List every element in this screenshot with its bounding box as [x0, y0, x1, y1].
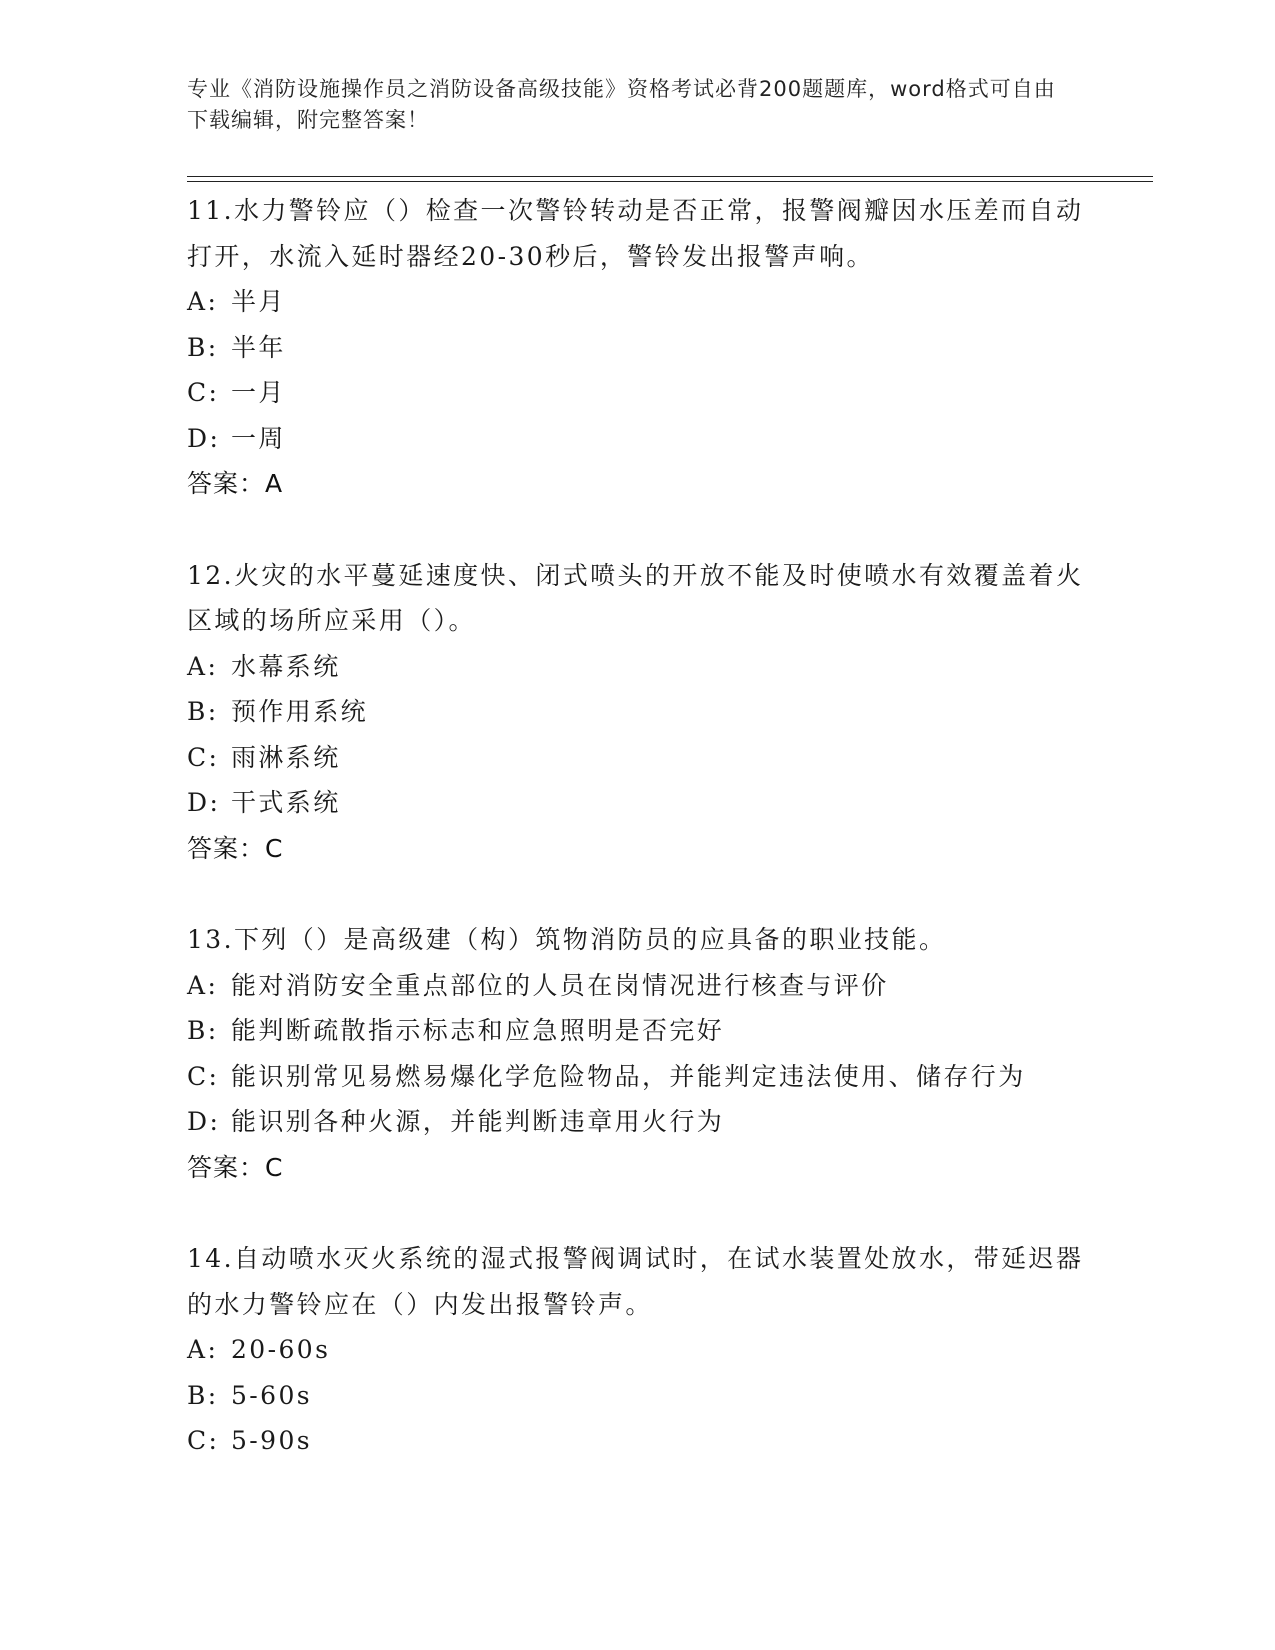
- option-text: 水幕系统: [231, 651, 341, 681]
- option-letter: C:: [187, 1061, 220, 1091]
- answer-line: 答案：A: [187, 469, 284, 498]
- option-text: 5-90s: [231, 1426, 312, 1455]
- option-d: [187, 416, 1087, 462]
- header-divider-top: [187, 176, 1153, 177]
- option-letter: D:: [187, 423, 221, 453]
- question-12: [187, 553, 1087, 872]
- option-text: 能识别各种火源，并能判断违章用火行为: [231, 1107, 725, 1136]
- option-text: 预作用系统: [231, 697, 369, 726]
- option-letter: C:: [187, 742, 220, 772]
- option-text: 半年: [231, 332, 286, 362]
- option-b: [187, 689, 1087, 735]
- option-text: 20-60s: [231, 1335, 331, 1364]
- option-text: 一周: [231, 423, 286, 453]
- option-letter: B:: [187, 332, 219, 362]
- answer-line: 答案：C: [187, 833, 284, 863]
- question-14: [187, 1236, 1087, 1464]
- question-stem: 14.自动喷水灭火系统的湿式报警阀调试时，在试水装置处放水，带延迟器的水力警铃应在（）内发出报警铃声。: [187, 1244, 1084, 1319]
- option-letter: C:: [187, 378, 220, 407]
- option-letter: A:: [187, 1335, 219, 1364]
- option-c: [187, 1418, 1087, 1464]
- option-text: 能判断疏散指示标志和应急照明是否完好: [231, 1016, 725, 1045]
- option-a: [187, 279, 1087, 325]
- option-letter: D:: [187, 788, 221, 817]
- header-divider-bottom: [187, 181, 1153, 182]
- question-11: [187, 188, 1087, 507]
- option-text: 干式系统: [231, 788, 341, 817]
- question-stem: 11.水力警铃应（）检查一次警铃转动是否正常，报警阀瓣因水压差而自动打开，水流入延时器经20-30秒后，警铃发出报警声响。: [187, 196, 1084, 271]
- option-text: 能对消防安全重点部位的人员在岗情况进行核查与评价: [231, 970, 889, 1000]
- option-c: [187, 735, 1087, 781]
- option-text: 雨淋系统: [231, 742, 341, 772]
- option-d: [187, 780, 1087, 826]
- option-letter: A:: [187, 970, 219, 1000]
- option-letter: B:: [187, 697, 219, 726]
- option-b: [187, 1373, 1087, 1419]
- option-a: [187, 1327, 1087, 1373]
- option-b: [187, 1008, 1087, 1054]
- option-text: 5-60s: [231, 1380, 312, 1410]
- question-stem: 13.下列（）是高级建（构）筑物消防员的应具备的职业技能。: [187, 925, 947, 954]
- option-c: [187, 1054, 1087, 1100]
- question-list: [187, 188, 1087, 1510]
- question-stem: 12.火灾的水平蔓延速度快、闭式喷头的开放不能及时使喷水有效覆盖着火区域的场所应采用（）。: [187, 560, 1084, 635]
- option-letter: C:: [187, 1426, 220, 1455]
- option-text: 半月: [231, 287, 286, 316]
- option-letter: B:: [187, 1380, 219, 1410]
- option-b: [187, 325, 1087, 371]
- question-13: [187, 917, 1087, 1190]
- option-letter: D:: [187, 1107, 221, 1136]
- option-text: 一月: [231, 378, 286, 407]
- answer-line: 答案：C: [187, 1152, 284, 1182]
- option-c: [187, 370, 1087, 416]
- option-a: [187, 963, 1087, 1009]
- document-intro: 专业《消防设施操作员之消防设备高级技能》资格考试必背200题题库，word格式可自由下载编辑，附完整答案！: [187, 77, 1056, 132]
- option-text: 能识别常见易燃易爆化学危险物品，并能判定违法使用、储存行为: [231, 1061, 1026, 1091]
- option-letter: A:: [187, 287, 219, 316]
- option-d: [187, 1099, 1087, 1145]
- option-letter: B:: [187, 1016, 219, 1045]
- option-letter: A:: [187, 651, 219, 681]
- option-a: [187, 644, 1087, 690]
